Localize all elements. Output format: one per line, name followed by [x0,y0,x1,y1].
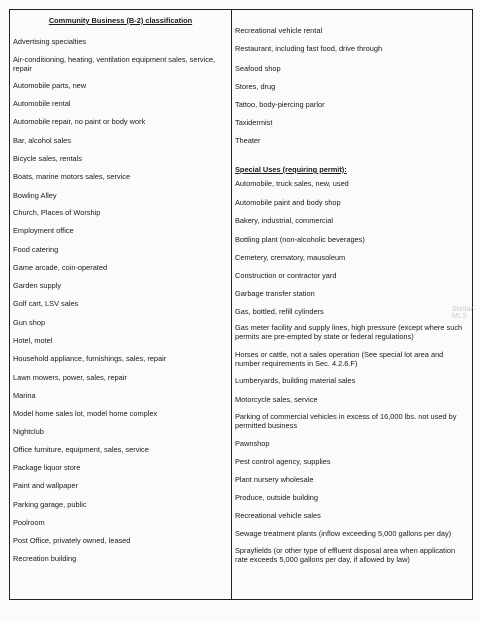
use-item: Automobile rental [13,99,71,108]
use-item: Game arcade, coin-operated [13,263,108,272]
use-item: Recreational vehicle rental [235,26,323,35]
use-item: Seafood shop [235,64,281,73]
use-item: Gun shop [13,318,46,327]
use-item: Boats, marine motors sales, service [13,172,131,181]
special-use-item: Pest control agency, supplies [235,457,331,466]
special-use-item: Plant nursery wholesale [235,475,314,484]
use-item: Golf cart, LSV sales [13,299,79,308]
use-item: Office furniture, equipment, sales, service [13,445,149,454]
use-item: Household appliance, furnishings, sales, repair [13,354,167,363]
use-item: Poolroom [13,518,45,527]
special-use-item: Pawnshop [235,439,270,448]
additional-uses-column [232,10,472,599]
special-use-item: Bakery, industrial, commercial [235,216,334,225]
use-item: Paint and wallpaper [13,481,78,490]
special-use-item: Sewage treatment plants (inflow exceeding 5,000 gallons per day) [235,529,452,538]
use-item: Tattoo, body-piercing parlor [235,100,325,109]
use-item: Taxidermist [235,118,273,127]
use-item: Package liquor store [13,463,81,472]
special-uses-heading: Special Uses (requiring permit): [235,165,347,174]
use-item: Theater [235,136,261,145]
b2-classification-column [10,10,232,599]
special-use-item: Lumberyards, building material sales [235,376,356,385]
use-item: Post Office, privately owned, leased [13,536,131,545]
special-use-item: Cemetery, crematory, mausoleum [235,253,346,262]
use-item: Garden supply [13,281,62,290]
special-use-item: Bottling plant (non-alcoholic beverages) [235,235,365,244]
special-use-item: Gas, bottled, refill cylinders [235,307,324,316]
special-use-item: Produce, outside building [235,493,318,502]
special-use-item: Recreational vehicle sales [235,511,321,520]
use-item: Recreation building [13,554,77,563]
use-item: Model home sales lot, model home complex [13,409,158,418]
use-item: Stores, drug [235,82,276,91]
use-item: Nightclub [13,427,44,436]
use-item: Food catering [13,245,59,254]
use-item: Lawn mowers, power, sales, repair [13,373,127,382]
use-item: Hotel, motel [13,336,53,345]
special-use-item: Motorcycle sales, service [235,395,318,404]
special-use-item: Garbage transfer station [235,289,315,298]
special-use-item: Horses or cattle, not a sales operation (See special lot area and number requirements in Sec. 4.2.6.F) [235,350,444,368]
zoning-classification-table [9,9,473,600]
special-use-item: Parking of commercial vehicles in excess of 16,000 lbs. not used by permitted business [235,412,457,430]
b2-heading: Community Business (B-2) classification [48,16,193,25]
use-item: Advertising specialties [13,37,87,46]
use-item: Bicycle sales, rentals [13,154,83,163]
use-item: Employment office [13,226,74,235]
use-item: Restaurant, including fast food, drive through [235,44,383,53]
special-use-item: Automobile paint and body shop [235,198,341,207]
watermark: Stellar MLS [452,306,474,320]
use-item: Church, Places of Worship [13,208,101,217]
special-use-item: Automobile, truck sales, new, used [235,179,349,188]
use-item: Automobile repair, no paint or body work [13,117,146,126]
use-item: Automobile parts, new [13,81,87,90]
use-item: Marina [13,391,36,400]
use-item: Air-conditioning, heating, ventilation equipment sales, service, repair [13,55,216,73]
special-use-item: Gas meter facility and supply lines, high pressure (except where such permits are pre-empted by state or federal regulations) [235,323,463,341]
use-item: Parking garage, public [13,500,87,509]
special-use-item: Sprayfields (or other type of effluent disposal area when application rate exceeds 5,000 gallons per day, if allowed by law) [235,546,456,564]
use-item: Bar, alcohol sales [13,136,71,145]
use-item: Bowling Alley [13,191,57,200]
special-use-item: Construction or contractor yard [235,271,337,280]
